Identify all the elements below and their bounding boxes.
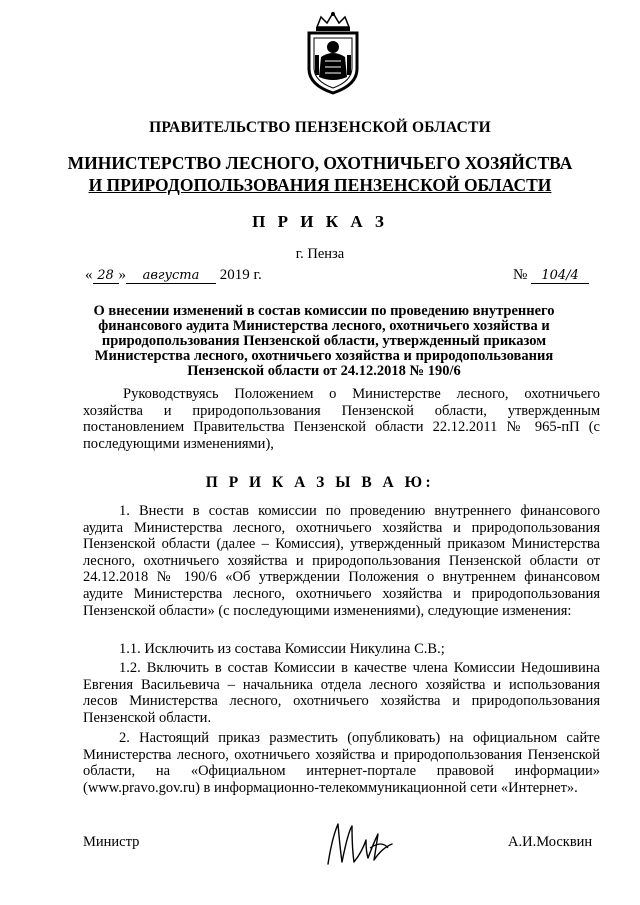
signatory-position: Министр bbox=[83, 834, 140, 850]
number-prefix: № bbox=[513, 267, 532, 283]
date-year: 2019 г. bbox=[216, 267, 262, 283]
government-name: ПРАВИТЕЛЬСТВО ПЕНЗЕНСКОЙ ОБЛАСТИ bbox=[149, 119, 491, 136]
intro-paragraph: Руководствуясь Положением о Министерстве лесного, охотничьего хозяйства и природопользования Пензенской области, утвержденным постановлением Правительства Пензенской области 22.12.2011 № 965-пП (с последующими изменениями), bbox=[83, 386, 600, 452]
item-1-2: 1.2. Включить в состав Комиссии в качестве члена Комиссии Недошивина Евгения Васильевича – начальника отдела лесного хозяйства и использования лесов Министерства лесного, охотничьего хозяйства и природопользования Пензенской области. bbox=[83, 660, 600, 726]
handwritten-signature bbox=[322, 818, 397, 870]
number-value: 104/4 bbox=[531, 268, 589, 284]
date-mid-quote: » bbox=[118, 267, 126, 283]
order-title: О внесении изменений в состав комиссии по проведению внутреннего финансового аудита Министерства лесного, охотничьего хозяйства и природопользования Пензенской области, утвержденный приказом Министерства лесного, охотничьего хозяйства и природопользования Пензенской области от 24.12.2018 № 190/6 bbox=[93, 303, 555, 379]
order-word: П Р И К А З Ы В А Ю: bbox=[205, 474, 435, 491]
date-month: августа bbox=[126, 268, 216, 284]
date-open-quote: « bbox=[85, 267, 93, 283]
item-1: 1. Внести в состав комиссии по проведению внутреннего финансового аудита Министерства лесного, охотничьего хозяйства и природопользования Пензенской области (далее – Комиссия), утвержденный приказом Министерства лесного, охотничьего хозяйства и природопользования Пензенской области от 24.12.2018 № 190/6 «Об утверждении Положения о внутреннем финансовом аудите Министерства лесного, охотничьего хозяйства и природопользования Пензенской области» (с последующими изменениями), следующие изменения: bbox=[83, 503, 600, 619]
date-day: 28 bbox=[93, 268, 119, 284]
ministry-name-line1: МИНИСТЕРСТВО ЛЕСНОГО, ОХОТНИЧЬЕГО ХОЗЯЙСТВА bbox=[67, 153, 573, 173]
document-type: П Р И К А З bbox=[252, 212, 388, 231]
order-number bbox=[513, 267, 589, 284]
city: г. Пенза bbox=[295, 246, 345, 262]
item-2: 2. Настоящий приказ разместить (опубликовать) на официальном сайте Министерства лесного, охотничьего хозяйства и природопользования Пензенской области, на «Официальном интернет-портале правовой информации» (www.pravo.gov.ru) в информационно-телекоммуникационной сети «Интернет». bbox=[83, 730, 600, 796]
coat-of-arms-emblem bbox=[303, 11, 363, 95]
order-date bbox=[85, 267, 262, 284]
signatory-name: А.И.Москвин bbox=[508, 834, 593, 850]
item-1-1: 1.1. Исключить из состава Комиссии Никулина С.В.; bbox=[119, 641, 445, 657]
ministry-name-line2: И ПРИРОДОПОЛЬЗОВАНИЯ ПЕНЗЕНСКОЙ ОБЛАСТИ bbox=[88, 175, 552, 195]
